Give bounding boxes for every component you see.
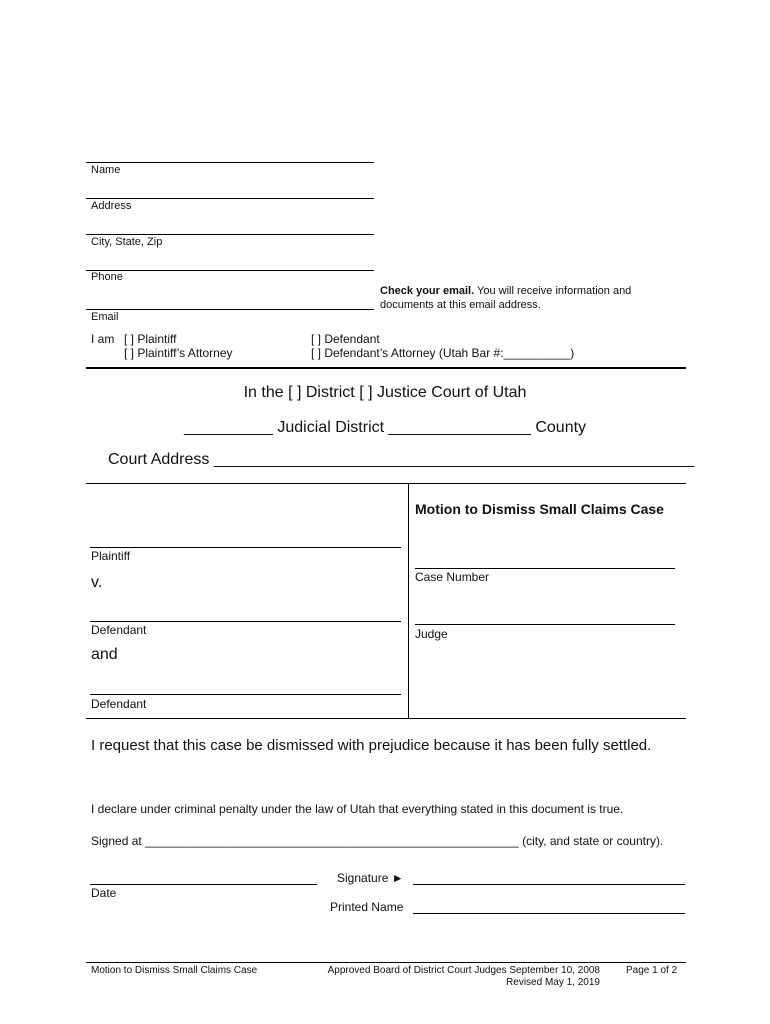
defendant-label-1: Defendant <box>91 623 147 637</box>
plaintiff-attorney-checkbox[interactable]: [ ] Plaintiff’s Attorney <box>124 346 233 360</box>
email-note-text: You will receive information and documents at this email address. <box>380 285 632 311</box>
declaration-text: I declare under criminal penalty under the law of Utah that everything stated in this document is true. <box>91 802 624 816</box>
case-number-line[interactable] <box>415 568 675 569</box>
plaintiff-checkbox[interactable]: [ ] Plaintiff <box>124 332 177 346</box>
email-note-bold: Check your email. <box>380 285 475 297</box>
caption-divider <box>408 483 409 718</box>
and-label: and <box>91 646 118 663</box>
versus-label: v. <box>91 574 103 591</box>
defendant-checkbox[interactable]: [ ] Defendant <box>311 332 380 346</box>
address-line[interactable] <box>86 198 374 199</box>
defendant-line-2[interactable] <box>90 694 401 695</box>
printed-name-line[interactable] <box>413 913 685 914</box>
date-label: Date <box>91 886 117 900</box>
email-line[interactable] <box>86 309 374 310</box>
name-label: Name <box>91 164 121 176</box>
plaintiff-label: Plaintiff <box>91 549 131 563</box>
caption-top-border <box>86 483 686 484</box>
motion-title: Motion to Dismiss Small Claims Case <box>415 501 664 517</box>
defendant-label-2: Defendant <box>91 697 147 711</box>
email-label: Email <box>91 311 119 323</box>
plaintiff-line[interactable] <box>90 547 401 548</box>
city-label: City, State, Zip <box>91 236 163 248</box>
footer-rule <box>86 962 686 963</box>
footer-approval-line1: Approved Board of District Court Judges September 10, 2008 <box>327 965 600 976</box>
footer-page-number: Page 1 of 2 <box>626 965 678 976</box>
signed-at-line[interactable]: Signed at ________________________________________________________ (city, and state or country). <box>91 834 664 848</box>
signature-line[interactable] <box>413 884 685 885</box>
address-label: Address <box>91 200 132 212</box>
judge-line[interactable] <box>415 624 675 625</box>
dismiss-request: I request that this case be dismissed with prejudice because it has been fully settled. <box>91 737 652 754</box>
footer-revised: Revised May 1, 2019 <box>506 977 600 988</box>
i-am-label: I am <box>91 332 115 346</box>
signature-label: Signature ► <box>337 871 404 885</box>
defendant-attorney-checkbox[interactable]: [ ] Defendant’s Attorney (Utah Bar #:__________) <box>311 346 575 360</box>
defendant-line-1[interactable] <box>90 621 401 622</box>
city-line[interactable] <box>86 234 374 235</box>
printed-name-label: Printed Name <box>330 900 404 914</box>
case-number-label: Case Number <box>415 570 490 584</box>
date-line[interactable] <box>90 884 317 885</box>
phone-label: Phone <box>91 271 123 283</box>
name-line[interactable] <box>86 162 374 163</box>
phone-line[interactable] <box>86 270 374 271</box>
court-address-line[interactable]: Court Address ______________________________________________________ <box>108 451 695 468</box>
email-note <box>380 284 655 312</box>
caption-bottom-border <box>86 718 686 719</box>
footer-form-name: Motion to Dismiss Small Claims Case <box>91 965 258 976</box>
footer-approval <box>300 965 600 989</box>
judicial-district-line[interactable]: __________ Judicial District ________________ County <box>183 419 587 436</box>
judge-label: Judge <box>415 627 448 641</box>
court-type-line[interactable]: In the [ ] District [ ] Justice Court of Utah <box>243 384 527 401</box>
section-divider <box>86 367 686 369</box>
